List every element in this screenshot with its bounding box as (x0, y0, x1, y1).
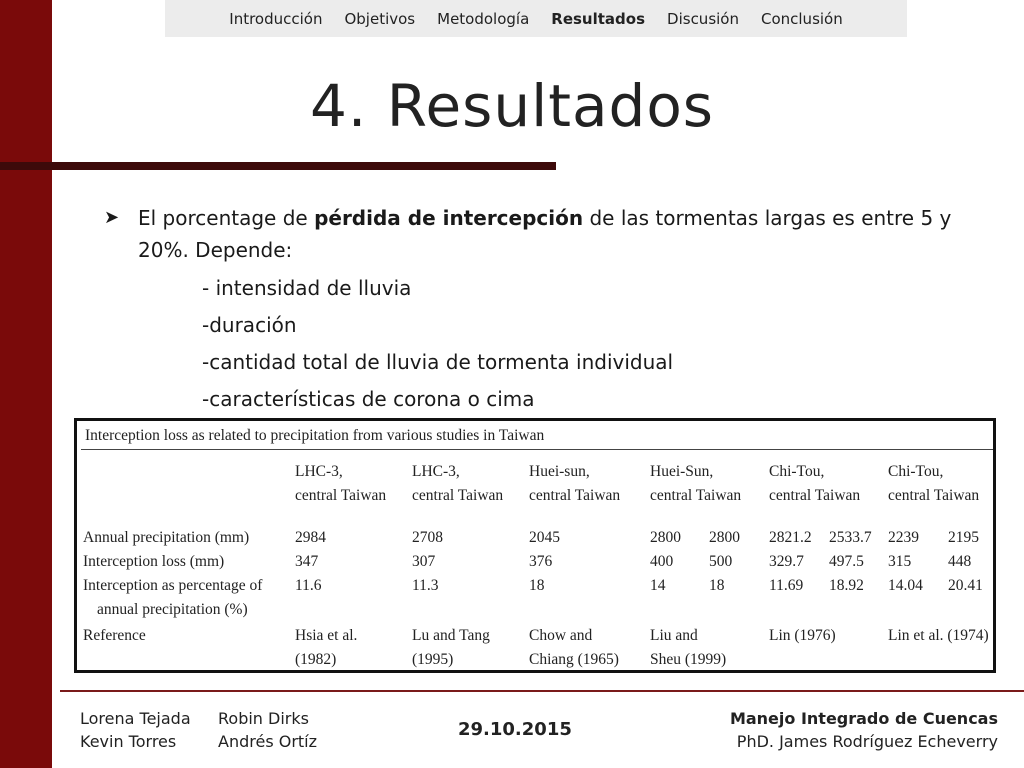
row-label-pct: Interception as percentage of (83, 577, 263, 594)
col-header-region: central Taiwan (295, 487, 387, 504)
footer-rule (60, 690, 1024, 692)
col-header-region: central Taiwan (412, 487, 504, 504)
course-name: Manejo Integrado de Cuencas (729, 709, 998, 728)
cell-loss: 400 (650, 553, 674, 570)
cell-pct: 18 (709, 577, 725, 594)
cell-pct: 14.04 (888, 577, 923, 594)
bullet-text (138, 202, 974, 266)
author: Andrés Ortíz (218, 732, 318, 751)
row-label-pct-cont: annual precipitation (%) (97, 601, 248, 618)
footer-date: 29.10.2015 (458, 719, 572, 740)
cell-precip: 2800 (650, 529, 681, 546)
col-header-region: central Taiwan (888, 487, 980, 504)
section-nav (165, 0, 907, 37)
title-underline (0, 162, 556, 170)
bullet-prefix: El porcentage de (138, 206, 315, 230)
cell-ref: Chow and (529, 627, 593, 644)
cell-pct: 14 (650, 577, 666, 594)
cell-ref: Lu and Tang (412, 627, 490, 644)
col-header-region: central Taiwan (650, 487, 742, 504)
row-label-ref: Reference (83, 627, 146, 644)
page-title: 4. Resultados (309, 72, 715, 140)
cell-pct: 18 (529, 577, 545, 594)
cell-ref: Sheu (1999) (650, 651, 727, 668)
cell-pct: 11.6 (295, 577, 322, 594)
cell-ref: Chiang (1965) (529, 651, 619, 668)
bullet-block (104, 202, 974, 418)
cell-pct: 20.41 (948, 577, 983, 594)
cell-ref: Liu and (650, 627, 698, 644)
nav-resultados[interactable]: Resultados (551, 9, 646, 28)
cell-precip: 2984 (295, 529, 326, 546)
arrow-bullet-icon: ➤ (104, 207, 120, 228)
cell-ref: Hsia et al. (295, 627, 358, 644)
author: Robin Dirks (218, 709, 309, 728)
nav-introduccion[interactable]: Introducción (229, 9, 323, 28)
cell-ref: Lin (1976) (769, 627, 836, 644)
nav-discusion[interactable]: Discusión (667, 9, 739, 28)
cell-pct: 11.69 (769, 577, 804, 594)
cell-pct: 11.3 (412, 577, 439, 594)
sub-item: -características de corona o cima (202, 387, 535, 411)
col-header-site: Huei-sun, (529, 463, 590, 480)
col-header-site: Chi-Tou, (888, 463, 944, 480)
row-label-precip: Annual precipitation (mm) (83, 529, 250, 546)
cell-ref: (1982) (295, 651, 337, 668)
cell-precip: 2239 (888, 529, 919, 546)
cell-loss: 329.7 (769, 553, 804, 570)
sub-item: -cantidad total de lluvia de tormenta individual (202, 350, 674, 374)
table-caption: Interception loss as related to precipitation from various studies in Taiwan (85, 427, 545, 444)
main-bullet (104, 202, 974, 266)
sub-item: - intensidad de lluvia (202, 276, 412, 300)
cell-loss: 347 (295, 553, 319, 570)
cell-loss: 315 (888, 553, 912, 570)
sub-item: -duración (202, 313, 297, 337)
cell-precip: 2195 (948, 529, 979, 546)
cell-loss: 500 (709, 553, 733, 570)
footer-authors-left (80, 707, 191, 753)
cell-pct: 18.92 (829, 577, 864, 594)
nav-objetivos[interactable]: Objetivos (344, 9, 416, 28)
cell-loss: 497.5 (829, 553, 864, 570)
cell-precip: 2045 (529, 529, 560, 546)
footer-course-info (730, 707, 998, 753)
cell-precip: 2708 (412, 529, 443, 546)
cell-loss: 376 (529, 553, 553, 570)
author: Kevin Torres (80, 732, 177, 751)
row-label-loss: Interception loss (mm) (83, 553, 225, 570)
col-header-site: Huei-Sun, (650, 463, 714, 480)
cell-precip: 2533.7 (829, 529, 872, 546)
cell-precip: 2821.2 (769, 529, 812, 546)
col-header-region: central Taiwan (529, 487, 621, 504)
col-header-region: central Taiwan (769, 487, 861, 504)
nav-conclusion[interactable]: Conclusión (760, 9, 843, 28)
author: Lorena Tejada (80, 709, 191, 728)
cell-loss: 448 (948, 553, 972, 570)
cell-loss: 307 (412, 553, 436, 570)
col-header-site: LHC-3, (412, 463, 460, 480)
cell-ref: Lin et al. (1974) (888, 627, 989, 644)
cell-precip: 2800 (709, 529, 740, 546)
cell-ref: (1995) (412, 651, 454, 668)
footer-authors-right (218, 707, 317, 753)
bullet-suffix: de las tormentas largas es entre 5 y 20%. Depende: (138, 206, 952, 262)
col-header-site: LHC-3, (295, 463, 343, 480)
table-caption-rule (81, 449, 993, 450)
interception-table (74, 418, 996, 673)
professor-name: PhD. James Rodríguez Echeverry (736, 732, 998, 751)
bullet-bold-term: pérdida de intercepción (314, 206, 584, 230)
nav-metodologia[interactable]: Metodología (437, 9, 530, 28)
col-header-site: Chi-Tou, (769, 463, 825, 480)
